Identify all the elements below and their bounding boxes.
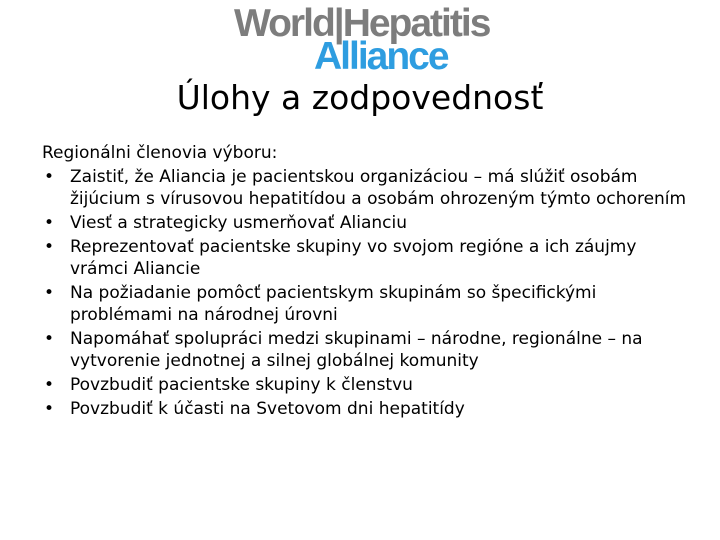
bullet-icon: • xyxy=(44,375,55,395)
bullet-item xyxy=(42,166,692,210)
bullet-text: Reprezentovať pacientske skupiny vo svojom regióne a ich záujmy vrámci Aliancie xyxy=(70,237,637,279)
world-hepatitis-alliance-logo xyxy=(234,4,496,76)
bullet-item xyxy=(42,282,692,326)
bullet-item xyxy=(42,374,692,396)
bullet-icon: • xyxy=(44,213,55,233)
logo-word-world: World xyxy=(234,2,334,45)
bullet-text: Na požiadanie pomôcť pacientskym skupinám so špecifickými problémami na národnej úrovni xyxy=(70,283,597,325)
bullet-item xyxy=(42,236,692,280)
logo-separator: | xyxy=(333,2,343,45)
bullet-text: Povzbudiť pacientske skupiny k členstvu xyxy=(70,375,413,395)
bullet-icon: • xyxy=(44,399,55,419)
bullet-item xyxy=(42,212,692,234)
bullet-text: Viesť a strategicky usmerňovať Alianciu xyxy=(70,213,407,233)
bullet-icon: • xyxy=(44,329,55,349)
bullet-text: Zaistiť, že Aliancia je pacientskou organizáciou – má slúžiť osobám žijúcium s vírusovou hepatitídou a osobám ohrozeným týmto ochorením xyxy=(70,167,687,209)
logo-word-hepatitis: Hepatitis xyxy=(342,2,490,45)
bullet-icon: • xyxy=(44,237,55,257)
bullet-text: Napomáhať spolupráci medzi skupinami – národne, regionálne – na vytvorenie jednotnej a silnej globálnej komunity xyxy=(70,329,643,371)
intro-text: Regionálni členovia výboru: xyxy=(42,143,278,163)
bullet-list xyxy=(42,166,692,420)
bullet-item xyxy=(42,398,692,420)
bullet-text: Povzbudiť k účasti na Svetovom dni hepatitídy xyxy=(70,399,465,419)
bullet-icon: • xyxy=(44,283,55,303)
slide-body xyxy=(42,142,692,420)
logo-word-alliance: Alliance xyxy=(314,35,448,78)
slide-title: Úlohy a zodpovednosť xyxy=(176,78,544,117)
bullet-item xyxy=(42,328,692,372)
bullet-icon: • xyxy=(44,167,55,187)
